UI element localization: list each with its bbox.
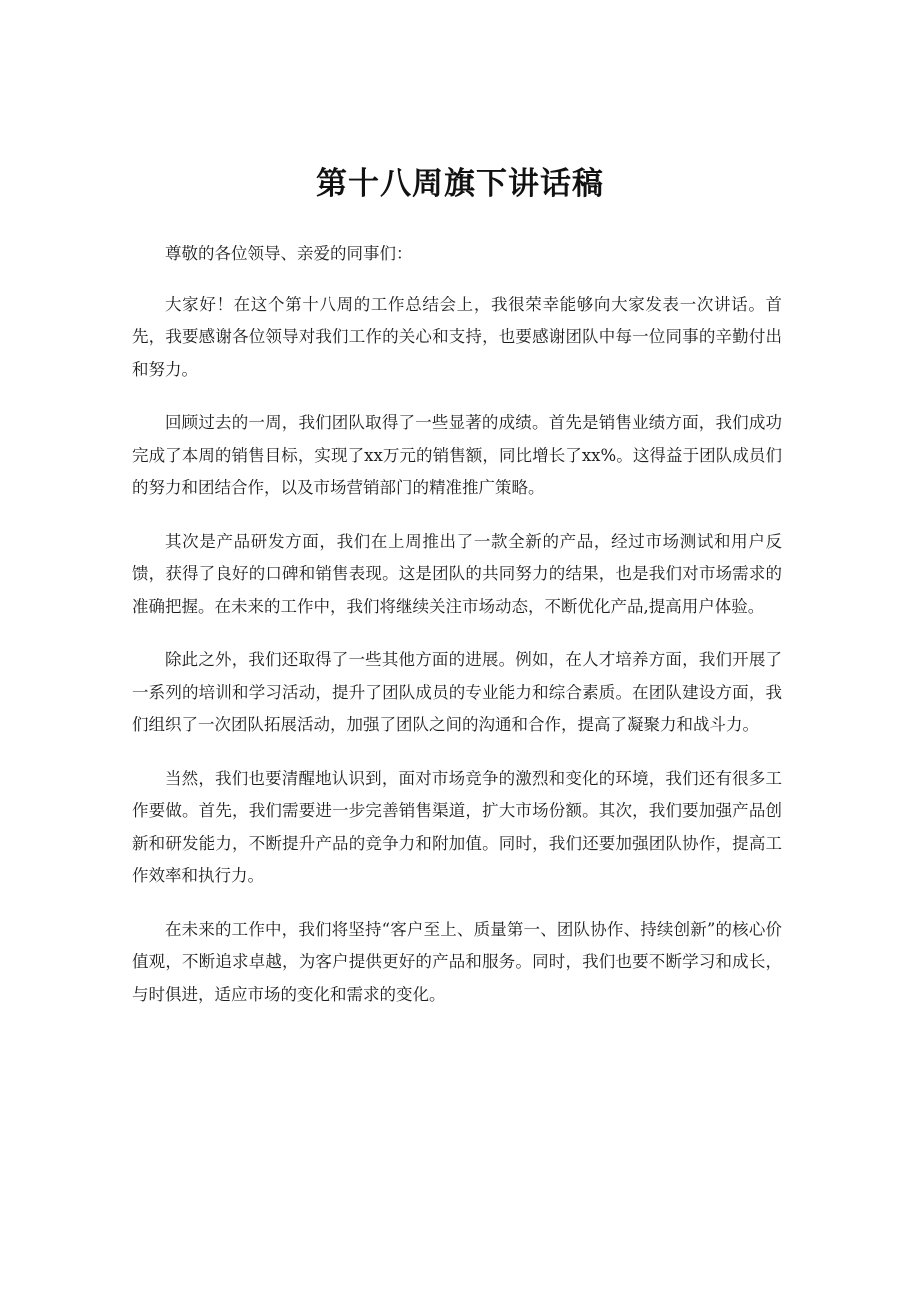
paragraph-4: 除此之外，我们还取得了一些其他方面的进展。例如，在人才培养方面，我们开展了一系列的培训和学习活动，提升了团队成员的专业能力和综合素质。在团队建设方面，我们组织了一次团队拓展活动，加强了团队之间的沟通和合作，提高了凝聚力和战斗力。 bbox=[132, 650, 782, 734]
document-title: 第十八周旗下讲话稿 bbox=[316, 166, 604, 202]
salutation: 尊敬的各位领导、亲爱的同事们： bbox=[165, 244, 413, 263]
paragraph-5: 当然，我们也要清醒地认识到，面对市场竞争的激烈和变化的环境，我们还有很多工作要做。首先，我们需要进一步完善销售渠道，扩大市场份额。其次，我们要加强产品创新和研发能力，不断提升产品的竞争力和附加值。同时，我们还要加强团队协作，提高工作效率和执行力。 bbox=[132, 768, 782, 885]
paragraph-2: 回顾过去的一周，我们团队取得了一些显著的成绩。首先是销售业绩方面，我们成功完成了本周的销售目标，实现了xx万元的销售额，同比增长了xx%。这得益于团队成员们的努力和团结合作，以及市场营销部门的精准推广策略。 bbox=[132, 413, 782, 497]
paragraph-3: 其次是产品研发方面，我们在上周推出了一款全新的产品，经过市场测试和用户反馈，获得了良好的口碑和销售表现。这是团队的共同努力的结果，也是我们对市场需求的准确把握。在未来的工作中，我们将继续关注市场动态，不断优化产品,提高用户体验。 bbox=[132, 531, 782, 616]
document-body bbox=[132, 238, 782, 1032]
paragraph-1: 大家好！在这个第十八周的工作总结会上，我很荣幸能够向大家发表一次讲话。首先，我要感谢各位领导对我们工作的关心和支持，也要感谢团队中每一位同事的辛勤付出和努力。 bbox=[132, 294, 782, 379]
paragraph-6: 在未来的工作中，我们将坚持“客户至上、质量第一、团队协作、持续创新”的核心价值观，不断追求卓越，为客户提供更好的产品和服务。同时，我们也要不断学习和成长，与时俱进，适应市场的变化和需求的变化。 bbox=[132, 919, 782, 1004]
